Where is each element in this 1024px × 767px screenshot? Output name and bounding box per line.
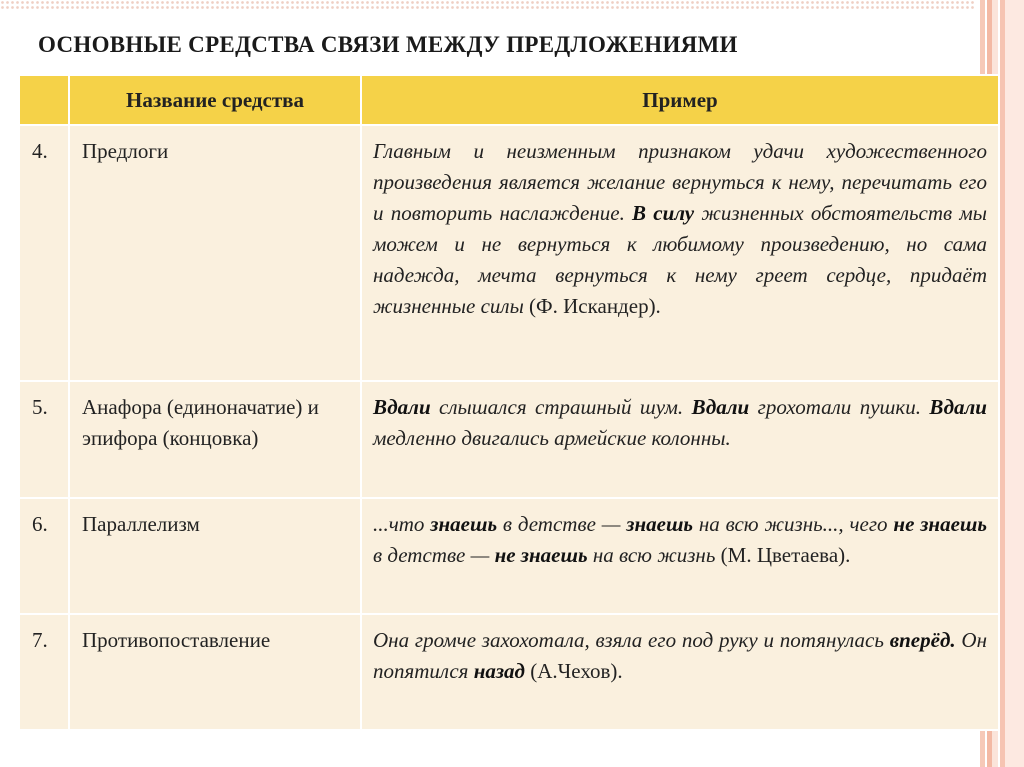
example-text: в детстве — bbox=[497, 512, 627, 536]
example-text: на всю жизнь..., чего bbox=[693, 512, 894, 536]
table-header-row bbox=[19, 75, 999, 125]
header-example: Пример bbox=[361, 75, 999, 125]
header-name: Название средства bbox=[69, 75, 361, 125]
example-highlight: Вдали bbox=[691, 395, 750, 419]
example-highlight: знаешь bbox=[430, 512, 498, 536]
top-dotted-border bbox=[0, 0, 975, 9]
row-number: 6. bbox=[19, 498, 69, 614]
table-row bbox=[19, 125, 999, 381]
example-text: в детстве — bbox=[373, 543, 495, 567]
example-source: (А.Чехов). bbox=[524, 659, 623, 683]
example-highlight: не знаешь bbox=[494, 543, 588, 567]
row-example bbox=[361, 498, 999, 614]
example-text: на всю жизнь bbox=[587, 543, 716, 567]
example-highlight: назад bbox=[473, 659, 525, 683]
example-text: ...что bbox=[373, 512, 431, 536]
row-number: 7. bbox=[19, 614, 69, 730]
table-row bbox=[19, 614, 999, 730]
row-example bbox=[361, 614, 999, 730]
example-source: (Ф. Искандер). bbox=[523, 294, 661, 318]
row-name: Анафора (единоначатие) и эпифора (концовка) bbox=[69, 381, 361, 498]
page-title: ОСНОВНЫЕ СРЕДСТВА СВЯЗИ МЕЖДУ ПРЕДЛОЖЕНИЯМИ bbox=[38, 32, 738, 57]
example-text: слышался страшный шум. bbox=[430, 395, 692, 419]
row-name: Противопоставление bbox=[69, 614, 361, 730]
row-example bbox=[361, 125, 999, 381]
example-highlight: вперёд. bbox=[889, 628, 956, 652]
table-row bbox=[19, 381, 999, 498]
example-highlight: Вдали bbox=[929, 395, 987, 419]
example-highlight: Вдали bbox=[373, 395, 431, 419]
example-source: (М. Цветаева). bbox=[715, 543, 851, 567]
table-row bbox=[19, 498, 999, 614]
means-table bbox=[18, 74, 1000, 731]
row-number: 4. bbox=[19, 125, 69, 381]
example-text: жизненных обстоятельств мы можем и не вернуться к любимому произведению, но сама надежда, мечта вернуться к нему греет сердце, придаёт жизненные силы bbox=[373, 201, 987, 318]
example-highlight: знаешь bbox=[626, 512, 694, 536]
example-text: Она громче захохотала, взяла его под руку и потянулась bbox=[373, 628, 890, 652]
row-name: Предлоги bbox=[69, 125, 361, 381]
row-example bbox=[361, 381, 999, 498]
example-text: Он попятился bbox=[373, 628, 987, 683]
example-highlight: В силу bbox=[632, 201, 695, 225]
header-number bbox=[19, 75, 69, 125]
example-highlight: не знаешь bbox=[893, 512, 987, 536]
example-text: грохотали пушки. bbox=[749, 395, 930, 419]
example-text: Главным и неизменным признаком удачи художественного произведения является желание вернуться к нему, перечитать его и повторить наслаждение. bbox=[373, 139, 987, 225]
example-text: медленно двигались армейские колонны. bbox=[373, 426, 731, 450]
row-number: 5. bbox=[19, 381, 69, 498]
row-name: Параллелизм bbox=[69, 498, 361, 614]
